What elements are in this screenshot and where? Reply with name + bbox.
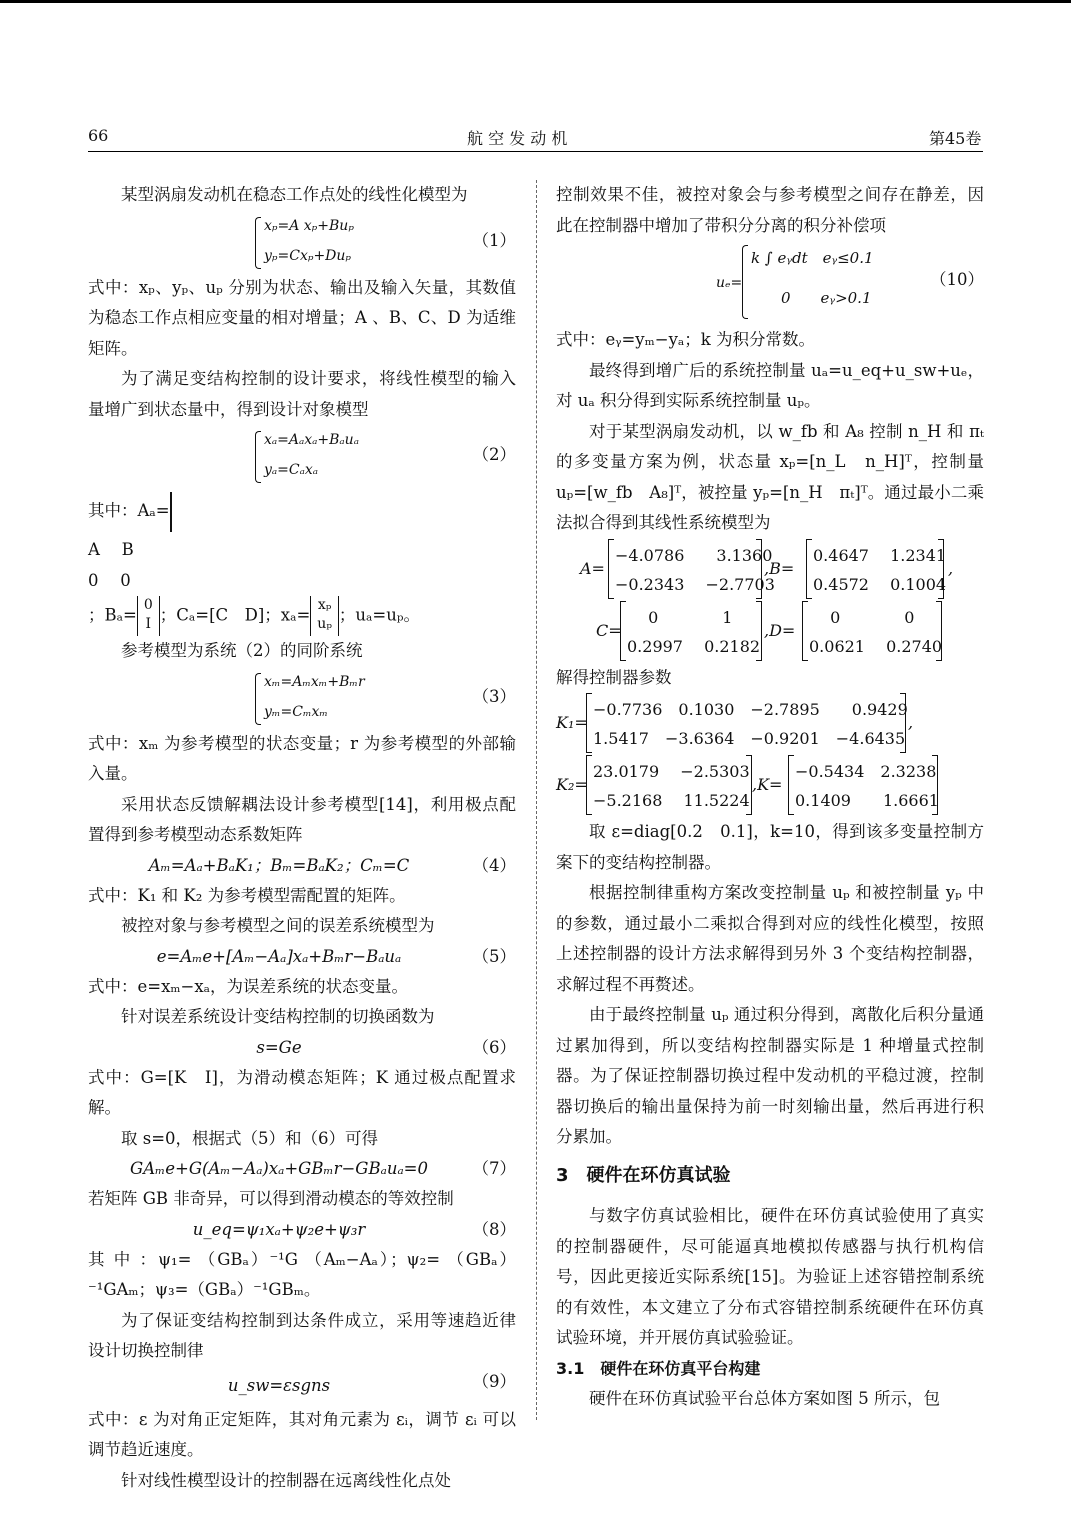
equation-9: u_sw=εsgns （9）	[227, 1371, 516, 1395]
paragraph: 与数字仿真试验相比，硬件在环仿真试验使用了真实的控制器硬件，尽可能逼真地模拟传感器与执行机构信号，因此更接近实际系统[15]。为验证上述容错控制系统的有效性，本文建立了分布式容错控制系统硬件在环仿真试验环境，并开展仿真试验验证。	[556, 1206, 984, 1347]
paragraph: 解得控制器参数	[556, 667, 672, 687]
paragraph: 针对误差系统设计变结构控制的切换函数为	[121, 1007, 435, 1026]
matrix-K1: −0.7736 0.1030 −2.7895 0.9429 1.5417 −3.6364 −0.9201 −4.6435	[586, 693, 906, 753]
header-rule	[88, 151, 983, 152]
paragraph: 式中：eᵧ=yₘ−yₐ；k 为积分常数。	[556, 330, 815, 349]
text: ；uₐ=uₚ。	[338, 605, 420, 625]
paragraph: 根据控制律重构方案改变控制量 uₚ 和被控制量 yₚ 中的参数，通过最小二乘拟合得到对应的线性化模型，按照上述控制器的设计方法求解得到另外 3 个变结构控制器，求解过程不再赘述。	[556, 883, 984, 994]
matrix-A: −4.0786 3.1360 −0.2343 −2.7703	[608, 539, 762, 599]
equation-7: GAₘe+G(Aₘ−Aₐ)xₐ+GBₘr−GBₐuₐ=0 （7）	[130, 1159, 516, 1178]
paragraph: 为了满足变结构控制的设计要求，将线性模型的输入量增广到状态量中，得到设计对象模型	[88, 369, 516, 419]
equation-2	[88, 425, 516, 487]
paragraph: 式中：e=xₘ−xₐ，为误差系统的状态变量。	[88, 976, 409, 996]
equation-line: k ∫ eᵧdt eᵧ≤0.1	[751, 249, 874, 267]
paragraph: 针对线性模型设计的控制器在远离线性化点处	[121, 1470, 451, 1490]
equation-8: u_eq=ψ₁xₐ+ψ₂e+ψ₃r （8）	[192, 1219, 516, 1239]
paragraph: 式中：xₚ、yₚ、uₚ 分别为状态、输出及输入矢量，其数值为稳态工作点相应变量的相对增量；A 、B、C、D 为适维矩阵。	[88, 277, 516, 358]
paragraph: 式中：ε 为对角正定矩阵，其对角元素为 εᵢ，调节 εᵢ 可以调节趋近速度。	[88, 1409, 516, 1459]
text: 其中：Aₐ=	[88, 501, 170, 520]
paragraph: 其 中 ：ψ₁= （GBₐ）⁻¹G （Aₘ−Aₐ）；ψ₂= （GBₐ）⁻¹GAₘ；ψ₃=（GBₐ）⁻¹GBₘ。	[88, 1249, 516, 1299]
text: ；Cₐ=[C D]；xₐ=	[159, 605, 311, 625]
equation-line: 0 eᵧ>0.1	[781, 289, 872, 307]
journal-title: 航 空 发 动 机	[467, 129, 568, 148]
section-heading: 3 硬件在环仿真试验	[556, 1164, 731, 1186]
matrix	[170, 492, 172, 532]
column-divider	[536, 180, 537, 1420]
equation-6: s=Ge （6）	[256, 1037, 516, 1057]
matrix: xₚ uₚ	[310, 596, 339, 636]
equation-number: （3）	[472, 686, 516, 706]
paragraph: 取 s=0，根据式（5）和（6）可得	[121, 1128, 379, 1148]
equation-3	[88, 667, 516, 729]
equation-1	[88, 211, 516, 273]
matrix-C: 0 1 0.2997 0.2182	[620, 601, 762, 661]
equation-line: yₘ=Cₘxₘ	[264, 703, 329, 720]
matrix-definition	[88, 487, 516, 535]
matrix-row-CD: C= 0 1 0.2997 0.2182 ,D= 0 0 0.0621 0.2740	[556, 601, 984, 663]
matrix: 0 I	[137, 596, 160, 636]
matrix-K: −0.5434 2.3238 0.1409 1.6661	[788, 755, 938, 815]
page-number: 66	[88, 126, 109, 145]
equation-number: （1）	[472, 230, 516, 250]
equation-number: （2）	[472, 445, 516, 464]
paragraph: 为了保证变结构控制到达条件成立，采用等速趋近律设计切换控制律	[88, 1310, 516, 1360]
text: ；Bₐ=	[88, 605, 137, 625]
subsection-heading: 3.1 硬件在环仿真平台构建	[556, 1358, 761, 1378]
paragraph: 式中：xₘ 为参考模型的状态变量；r 为参考模型的外部输入量。	[88, 733, 516, 783]
paragraph: 被控对象与参考模型之间的误差系统模型为	[121, 916, 435, 935]
equation-number: （10）	[930, 270, 984, 289]
top-border	[0, 0, 1071, 3]
equation-10: uₑ= k ∫ eᵧdt eᵧ≤0.1 0 eᵧ>0.1 （10）	[556, 241, 984, 325]
equation-line: yₚ=Cxₚ+Duₚ	[264, 247, 352, 264]
paragraph: 对于某型涡扇发动机，以 w_fb 和 A₈ 控制 n_H 和 πₜ 的多变量方案为例，状态量 xₚ=[n_L n_H]ᵀ，控制量 uₚ=[w_fb A₈]ᵀ，被控量 yₚ=[n_H πₜ]ᵀ。通过最小二乘法拟合得到其线性系统模型为	[556, 421, 984, 532]
equation-line: yₐ=Cₐxₐ	[264, 462, 319, 478]
equation-line: xₚ=A xₚ+Buₚ	[264, 217, 354, 234]
matrix-row-K2K: K₂= 23.0179 −2.5303 −5.2168 11.5224 ,K= −0.5434 2.3238 0.1409 1.6661	[556, 755, 984, 817]
matrix-B: 0.4647 1.2341 0.4572 0.1004	[806, 539, 944, 599]
paragraph: 某型涡扇发动机在稳态工作点处的线性化模型为	[121, 185, 468, 204]
equation-5: e=Aₘe+[Aₘ−Aₐ]xₐ+Bₘr−Bₐuₐ （5）	[156, 946, 516, 966]
matrix-K2: 23.0179 −2.5303 −5.2168 11.5224	[586, 755, 752, 815]
paragraph: 式中：K₁ 和 K₂ 为参考模型需配置的矩阵。	[88, 885, 406, 905]
paragraph: 控制效果不佳，被控对象会与参考模型之间存在静差，因此在控制器中增加了带积分分离的积分补偿项	[556, 185, 984, 235]
paragraph: 硬件在环仿真试验平台总体方案如图 5 所示，包	[589, 1389, 940, 1408]
matrix-D: 0 0 0.0621 0.2740	[802, 601, 942, 661]
paragraph: 参考模型为系统（2）的同阶系统	[121, 641, 363, 660]
paragraph: 采用状态反馈解耦法设计参考模型[14]，利用极点配置得到参考模型动态系数矩阵	[88, 794, 516, 844]
left-column: 某型涡扇发动机在稳态工作点处的线性化模型为 xₚ=A xₚ+Buₚ yₚ=Cxₚ+Duₚ （1） 式中：xₚ、yₚ、uₚ 分别为状态、输出及输入矢量，其数值为稳态工作点相应变量的相对增量；A 、B、C、D 为适维矩阵。 为了满足变结构控制的设计要求，将线性模型的输入量增广到状态量中，得到设计对象模型 xₐ=Aₐxₐ+Bₐuₐ yₐ=Cₐxₐ （2） 其中：Aₐ= A B 0 0 ；Bₐ= 0 I ；Cₐ=[C D]；xₐ= xₚ uₚ ；uₐ=uₚ。 参考模型为系统（2）的同阶系统 xₘ=Aₘxₘ+Bₘr yₘ=Cₘxₘ （3） 式中：xₘ 为参考模型的状态变量；r 为参考模型的外部输入量。 采用状态反馈解耦法设计参考模型[14]，利用极点配置得到参考模型动态系数矩阵 Aₘ=Aₐ+BₐK₁；Bₘ=BₐK₂；Cₘ=C （4） 式中：K₁ 和 K₂ 为参考模型需配置的矩阵。 被控对象与参考模型之间的误差系统模型为 e=Aₘe+[Aₘ−Aₐ]xₐ+Bₘr−Bₐuₐ （5） 式中：e=xₘ−xₐ，为误差系统的状态变量。 针对误差系统设计变结构控制的切换函数为 s=Ge （6） 式中：G=[K I]，为滑动模态矩阵；K 通过极点配置求解。 取 s=0，根据式（5）和（6）可得 GAₘe+G(Aₘ−Aₐ)xₐ+GBₘr−GBₐuₐ=0 （7） 若矩阵 GB 非奇异，可以得到滑动模态的等效控制 u_eq=ψ₁xₐ+ψ₂e+ψ₃r （8） 其 中 ：ψ₁= （GBₐ）⁻¹G （Aₘ−Aₐ）；ψ₂= （GBₐ）⁻¹GAₘ；ψ₃=（GBₐ）⁻¹GBₘ。 为了保证变结构控制到达条件成立，采用等速趋近律设计切换控制律 u_sw=εsgns （9） 式中：ε 为对角正定矩阵，其对角元素为 εᵢ，调节 εᵢ 可以调节趋近速度。 针对线性模型设计的控制器在远离线性化点处	[88, 180, 516, 1496]
volume-label: 第45卷	[929, 129, 982, 148]
right-column	[556, 180, 984, 1415]
paragraph: 式中：G=[K I]，为滑动模态矩阵；K 通过极点配置求解。	[88, 1067, 516, 1117]
equation-line: xₐ=Aₐxₐ+Bₐuₐ	[264, 432, 359, 448]
paragraph: 由于最终控制量 uₚ 通过积分得到，离散化后积分量通过累加得到，所以变结构控制器实际是 1 种增量式控制器。为了保证控制器切换过程中发动机的平稳过渡，控制器切换后的输出量保持为前一时刻输出量，然后再进行积分累加。	[556, 1005, 984, 1146]
paragraph: 最终得到增广后的系统控制量 uₐ=u_eq+u_sw+uₑ，对 uₐ 积分得到实际系统控制量 uₚ。	[556, 360, 984, 410]
matrix-row-K1: K₁= −0.7736 0.1030 −2.7895 0.9429 1.5417 −3.6364 −0.9201 −4.6435 ,	[556, 693, 984, 755]
matrix-row-AB: A= −4.0786 3.1360 −0.2343 −2.7703 ,B= 0.4647 1.2341 0.4572 0.1004 ,	[556, 539, 984, 601]
paragraph: 取 ε=diag[0.2 0.1]，k=10，得到该多变量控制方案下的变结构控制器。	[556, 822, 984, 872]
paragraph: 若矩阵 GB 非奇异，可以得到滑动模态的等效控制	[88, 1189, 454, 1208]
equation-line: xₘ=Aₘxₘ+Bₘr	[264, 673, 365, 690]
equation-4: Aₘ=Aₐ+BₐK₁；Bₘ=BₐK₂；Cₘ=C （4）	[148, 855, 516, 875]
